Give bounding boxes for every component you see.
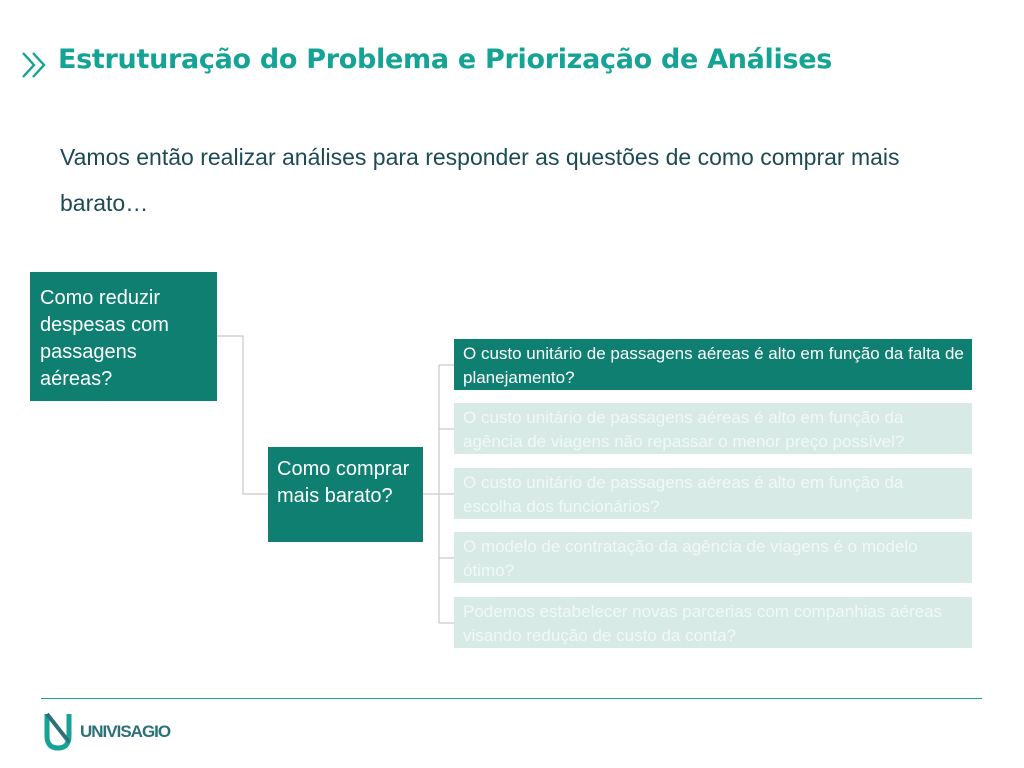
page-title: Estruturação do Problema e Priorização de Análises [58,44,833,75]
connector-root-mid [217,336,268,494]
hypothesis-box-4: O modelo de contratação da agência de viagens é o modelo ótimo? [454,532,972,583]
hypothesis-box-1: O custo unitário de passagens aéreas é alto em função da falta de planejamento? [454,339,972,390]
hypothesis-box-5: Podemos estabelecer novas parcerias com companhias aéreas visando redução de custo da conta? [454,597,972,648]
sub-question-box: Como comprar mais barato? [268,447,423,542]
hypothesis-box-2: O custo unitário de passagens aéreas é alto em função da agência de viagens não repassar o menor preço possível? [454,403,972,454]
hypothesis-box-3: O custo unitário de passagens aéreas é alto em função da escolha dos funcionários? [454,468,972,519]
logo-text: UNIVISAGIO [80,722,171,741]
intro-text: Vamos então realizar análises para responder as questões de como comprar mais barato… [60,144,900,216]
root-question-box: Como reduzir despesas com passagens aéreas? [30,272,217,401]
univisagio-logo-icon [43,712,73,752]
footer-divider [41,698,982,699]
